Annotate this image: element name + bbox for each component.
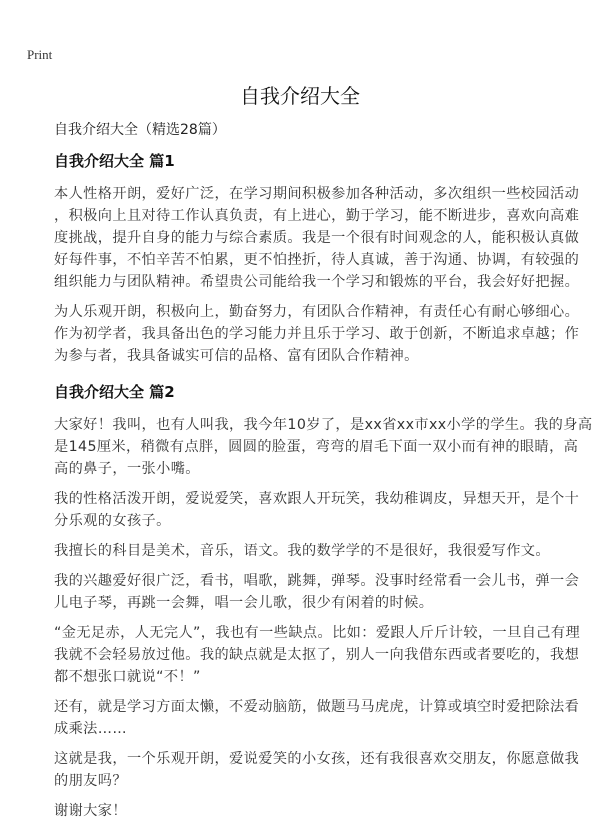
- paragraph-line: 本人性格开朗，爱好广泛，在学习期间积极参加各种活动，多次组织一些校园活动: [54, 186, 580, 202]
- paragraph: [54, 800, 584, 822]
- paragraph: [54, 540, 584, 562]
- paragraph-line: 谢谢大家！: [54, 803, 127, 819]
- paragraph-line: 为人乐观开朗，积极向上，勤奋努力，有团队合作精神，有责任心有耐心够细心。: [54, 304, 580, 320]
- paragraph-line: 度挑战，提升自身的能力与综合素质。我是一个很有时间观念的人，能积极认真做: [54, 230, 580, 246]
- paragraph: [54, 488, 584, 532]
- paragraph-line: 组织能力与团队精神。希望贵公司能给我一个学习和锻炼的平台，我会好好把握。: [54, 274, 580, 290]
- paragraph-line: 是145厘米，稍微有点胖，圆圆的脸蛋，弯弯的眉毛下面一双小而有神的眼睛，高: [54, 439, 579, 455]
- paragraph: [54, 183, 584, 293]
- paragraph-line: 儿电子琴，再跳一会舞，唱一会儿歌，很少有闲着的时候。: [54, 595, 434, 611]
- paragraph-line: 我的兴趣爱好很广泛，看书，唱歌，跳舞，弹琴。没事时经常看一会儿书，弹一会: [54, 573, 580, 589]
- paragraph-line: 大家好！我叫，也有人叫我，我今年10岁了，是xx省xx市xx小学的学生。我的身高: [54, 417, 593, 433]
- article-section: [54, 150, 584, 367]
- paragraph-line: 的朋友吗？: [54, 773, 127, 789]
- paragraph: [54, 696, 584, 740]
- print-link[interactable]: Print: [27, 47, 53, 62]
- paragraph-line: 成乘法……: [54, 721, 127, 737]
- paragraph-line: 还有，就是学习方面太懒，不爱动脑筋，做题马马虎虎，计算或填空时爱把除法看: [54, 699, 580, 715]
- paragraph: [54, 414, 593, 480]
- paragraph: [54, 570, 584, 614]
- paragraph-line: “金无足赤，人无完人”，我也有一些缺点。比如：爱跟人斤斤计较，一旦自己有理: [54, 625, 581, 641]
- paragraph-line: 我擅长的科目是美术，音乐，语文。我的数学学的不是很好，我很爱写作文。: [54, 543, 550, 559]
- article-section: [54, 381, 593, 822]
- paragraph-line: 好每件事，不怕辛苦不怕累，更不怕挫折，待人真诚，善于沟通、协调，有较强的: [54, 252, 580, 268]
- page-title: 自我介绍大全: [240, 84, 360, 108]
- paragraph-line: 我的性格活泼开朗，爱说爱笑，喜欢跟人开玩笑，我幼稚调皮，异想天开，是个十: [54, 491, 580, 507]
- section-heading: 自我介绍大全 篇2: [54, 383, 175, 401]
- paragraph-line: 分乐观的女孩子。: [54, 513, 171, 529]
- paragraph: [54, 748, 584, 792]
- paragraph: [54, 301, 584, 367]
- article-body: [54, 150, 593, 836]
- paragraph-line: 这就是我，一个乐观开朗，爱说爱笑的小女孩，还有我很喜欢交朋友，你愿意做我: [54, 751, 580, 767]
- paragraph-line: 都不想张口就说“不！”: [54, 669, 201, 685]
- paragraph-line: 我就不会轻易放过他。我的缺点就是太抠了，别人一向我借东西或者要吃的，我想: [54, 647, 580, 663]
- section-heading: 自我介绍大全 篇1: [54, 152, 175, 170]
- paragraph-line: 为参与者，我具备诚实可信的品格、富有团队合作精神。: [54, 348, 419, 364]
- document-subtitle: 自我介绍大全（精选28篇）: [54, 122, 226, 138]
- paragraph-line: 高的鼻子，一张小嘴。: [54, 461, 200, 477]
- paragraph-line: 作为初学者，我具备出色的学习能力并且乐于学习、敢于创新，不断追求卓越；作: [54, 326, 580, 342]
- paragraph-line: ，积极向上且对待工作认真负责，有上进心，勤于学习，能不断进步，喜欢向高难: [54, 208, 580, 224]
- paragraph: [54, 622, 584, 688]
